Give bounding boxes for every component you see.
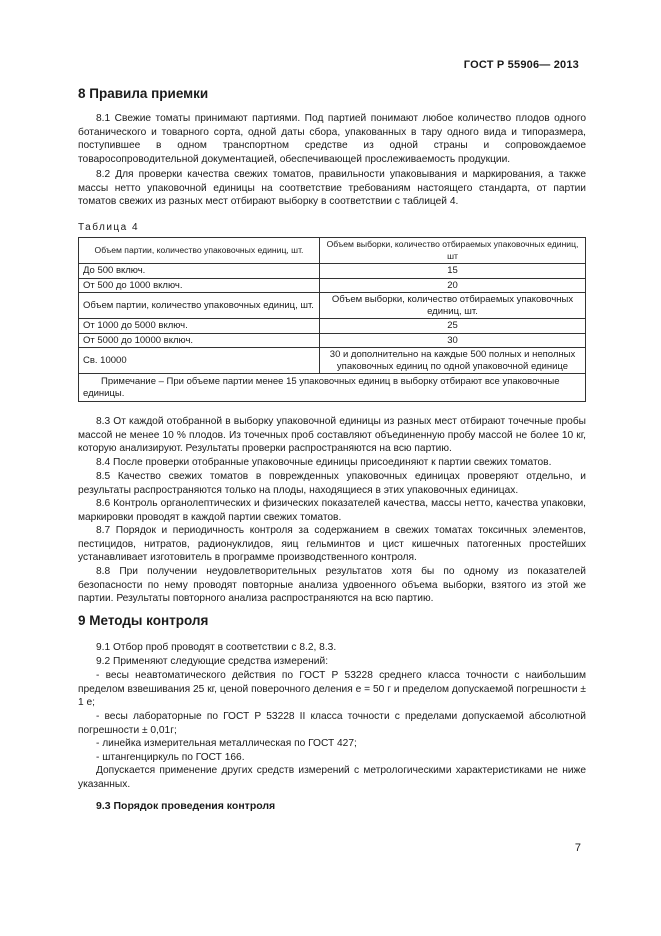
table-row — [79, 293, 586, 319]
subsection-9-3-title: 9.3 Порядок проведения контроля — [96, 800, 276, 812]
table-cell: 30 — [320, 333, 586, 348]
paragraph-9-note: Допускается применение других средств измерений с метрологическими характеристиками не ниже указанных. — [78, 765, 586, 790]
paragraph-8-8: 8.8 При получении неудовлетворительных результатов хотя бы по одному из показателей безопасности по нему проводят повторные анализа удвоенного объема выборки, взятого из этой же партии. Результаты повторного анализа распространяются на всю партию. — [78, 566, 586, 605]
table-cell: 20 — [320, 278, 586, 293]
table-cell: До 500 включ. — [79, 264, 320, 279]
table-note — [79, 374, 586, 402]
table-note-row — [79, 374, 586, 402]
table-cell: От 1000 до 5000 включ. — [79, 319, 320, 334]
table-cell: Св. 10000 — [79, 348, 320, 374]
section-9-title: 9 Методы контроля — [78, 613, 209, 628]
table-row — [79, 319, 586, 334]
table-4 — [78, 237, 586, 402]
paragraph-8-3: 8.3 От каждой отобранной в выборку упаковочной единицы из разных мест отбирают точечные пробы массой не менее 10 % плодов. Из точечных проб составляют объединенную пробу массой не более 10 кг, которую анализируют. Результаты проверки распространяются на всю партию. — [78, 416, 586, 455]
table-header-cell: Объем партии, количество упаковочных единиц, шт. — [79, 238, 320, 264]
table-note-text: Примечание – При объеме партии менее 15 упаковочных единиц в выборку отбирают все упаковочные единицы. — [83, 376, 560, 399]
table-cell: Объем партии, количество упаковочных единиц, шт. — [79, 293, 320, 319]
paragraph-8-2: 8.2 Для проверки качества свежих томатов, правильности упаковывания и маркирования, а также массы нетто упаковочной единицы на соответствие требованиям настоящего стандарта, от партии томатов свежих из разных мест отбирают выборку в соответствии с таблицей 4. — [78, 169, 586, 208]
table-cell: 30 и дополнительно на каждые 500 полных и неполных упаковочных единиц по одной упаковочной единице — [320, 348, 586, 374]
table-row — [79, 264, 586, 279]
paragraph-8-7: 8.7 Порядок и периодичность контроля за содержанием в свежих томатах токсичных элементов, пестицидов, нитратов, радионуклидов, яиц гельминтов и цист кишечных патогенных простейших устанавливает изготовитель в программе производственного контроля. — [78, 525, 586, 564]
paragraph-8-6: 8.6 Контроль органолептических и физических показателей качества, массы нетто, качества упаковки, маркировки проводят в каждой партии свежих томатов. — [78, 498, 586, 523]
table-caption: Таблица 4 — [78, 222, 140, 233]
list-item-lab-scales: - весы лабораторные по ГОСТ Р 53228 II класса точности с пределами допускаемой абсолютной погрешности ± 0,01г; — [78, 711, 586, 736]
table-cell: Объем выборки, количество отбираемых упаковочных единиц, шт. — [320, 293, 586, 319]
list-item-scales: - весы неавтоматического действия по ГОСТ Р 53228 среднего класса точности с наибольшим пределом взвешивания 25 кг, ценой поверочного деления e = 50 г и пределом допускаемой погрешности ± 1 e; — [78, 670, 586, 709]
standard-code: ГОСТ Р 55906— 2013 — [463, 59, 579, 71]
table-header-row — [79, 238, 586, 264]
list-item-caliper: - штангенциркуль по ГОСТ 166. — [96, 752, 245, 763]
list-item-ruler: - линейка измерительная металлическая по ГОСТ 427; — [96, 738, 357, 749]
table-header-cell: Объем выборки, количество отбираемых упаковочных единиц, шт — [320, 238, 586, 264]
table-row — [79, 348, 586, 374]
paragraph-9-1: 9.1 Отбор проб проводят в соответствии с 8.2, 8.3. — [96, 642, 337, 653]
table-row — [79, 278, 586, 293]
paragraph-8-5: 8.5 Качество свежих томатов в поврежденных упаковочных единицах проверяют отдельно, и результаты распространяются только на плоды, находящиеся в этих упаковочных единицах. — [78, 471, 586, 496]
paragraph-8-1: 8.1 Свежие томаты принимают партиями. Под партией понимают любое количество плодов одного ботанического и товарного сорта, одной даты сбора, упакованных в тару одного вида и типоразмера, поступившее в одном транспортном средстве из одной страны и сопровождаемое товаросопроводительной документацией, обеспечивающей прослеживаемость продукции. — [78, 113, 586, 165]
paragraph-8-4: 8.4 После проверки отобранные упаковочные единицы присоединяют к партии свежих томатов. — [96, 457, 552, 468]
paragraph-9-2: 9.2 Применяют следующие средства измерений: — [96, 656, 329, 667]
page-number: 7 — [574, 842, 581, 854]
table-cell: 25 — [320, 319, 586, 334]
table-row — [79, 333, 586, 348]
section-8-title: 8 Правила приемки — [78, 86, 209, 101]
table-cell: От 5000 до 10000 включ. — [79, 333, 320, 348]
table-cell: От 500 до 1000 включ. — [79, 278, 320, 293]
table-cell: 15 — [320, 264, 586, 279]
